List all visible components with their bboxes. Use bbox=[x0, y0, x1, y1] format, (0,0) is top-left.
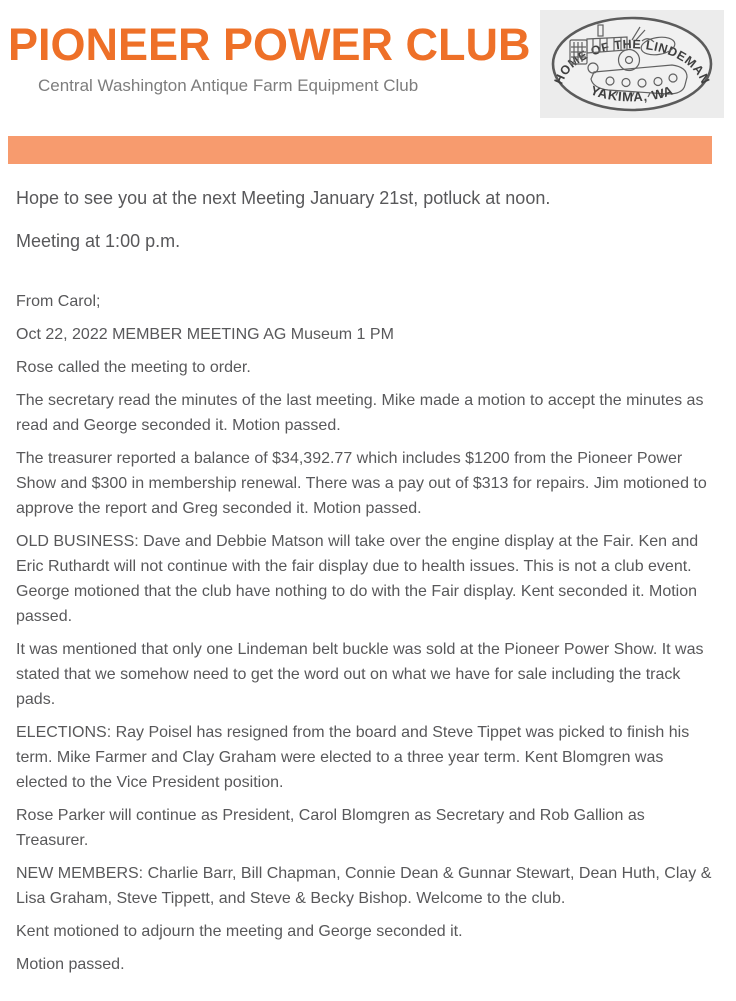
minutes-paragraph: ELECTIONS: Ray Poisel has resigned from the board and Steve Tippet was picked to finish his term. Mike Farmer and Clay Graham were elected to a three year term. Kent Blomgren was elected to the Vice President position. bbox=[16, 724, 690, 791]
meeting-minutes bbox=[16, 289, 718, 977]
minutes-paragraph: Oct 22, 2022 MEMBER MEETING AG Museum 1 PM bbox=[16, 326, 394, 343]
minutes-paragraph: NEW MEMBERS: Charlie Barr, Bill Chapman, Connie Dean & Gunnar Stewart, Dean Huth, Clay & Lisa Graham, Steve Tippett, and Steve & Becky Bishop. Welcome to the club. bbox=[16, 865, 712, 907]
divider-bar bbox=[8, 136, 712, 164]
logo-bottom-text: YAKIMA, WA bbox=[588, 82, 676, 105]
minutes-paragraph: Kent motioned to adjourn the meeting and George seconded it. bbox=[16, 923, 463, 940]
minutes-paragraph: Rose Parker will continue as President, Carol Blomgren as Secretary and Rob Gallion as Treasurer. bbox=[16, 807, 645, 849]
minutes-paragraph: OLD BUSINESS: Dave and Debbie Matson will take over the engine display at the Fair. Ken and Eric Ruthardt will not continue with the fair display due to health issues. This is not a club event. George motioned that the club have nothing to do with the Fair display. Kent seconded it. Motion passed. bbox=[16, 533, 699, 625]
page-subtitle: Central Washington Antique Farm Equipment Club bbox=[38, 76, 419, 95]
minutes-paragraph: Rose called the meeting to order. bbox=[16, 359, 251, 376]
header-text-block bbox=[8, 8, 540, 96]
minutes-paragraph: The secretary read the minutes of the last meeting. Mike made a motion to accept the minutes as read and George seconded it. Motion passed. bbox=[16, 392, 704, 434]
club-logo-image bbox=[540, 10, 724, 118]
minutes-paragraph: Motion passed. bbox=[16, 956, 125, 973]
page-title: PIONEER POWER CLUB bbox=[8, 19, 531, 70]
meeting-announcement bbox=[16, 184, 718, 255]
logo-top-text: HOME OF THE LINDEMAN bbox=[551, 37, 713, 87]
minutes-paragraph: From Carol; bbox=[16, 293, 101, 310]
minutes-paragraph: The treasurer reported a balance of $34,392.77 which includes $1200 from the Pioneer Power Show and $300 in membership renewal. There was a pay out of $313 for repairs. Jim motioned to approve the report and Greg seconded it. Motion passed. bbox=[16, 450, 707, 517]
club-logo bbox=[540, 10, 724, 118]
announcement-line-2: Meeting at 1:00 p.m. bbox=[16, 231, 181, 251]
minutes-paragraph: It was mentioned that only one Lindeman belt buckle was sold at the Pioneer Power Show. It was stated that we somehow need to get the word out on what we have for sale including the track pads. bbox=[16, 641, 704, 708]
announcement-line-1: Hope to see you at the next Meeting January 21st, potluck at noon. bbox=[16, 188, 551, 208]
newsletter-body bbox=[0, 164, 736, 1001]
header bbox=[0, 0, 736, 122]
